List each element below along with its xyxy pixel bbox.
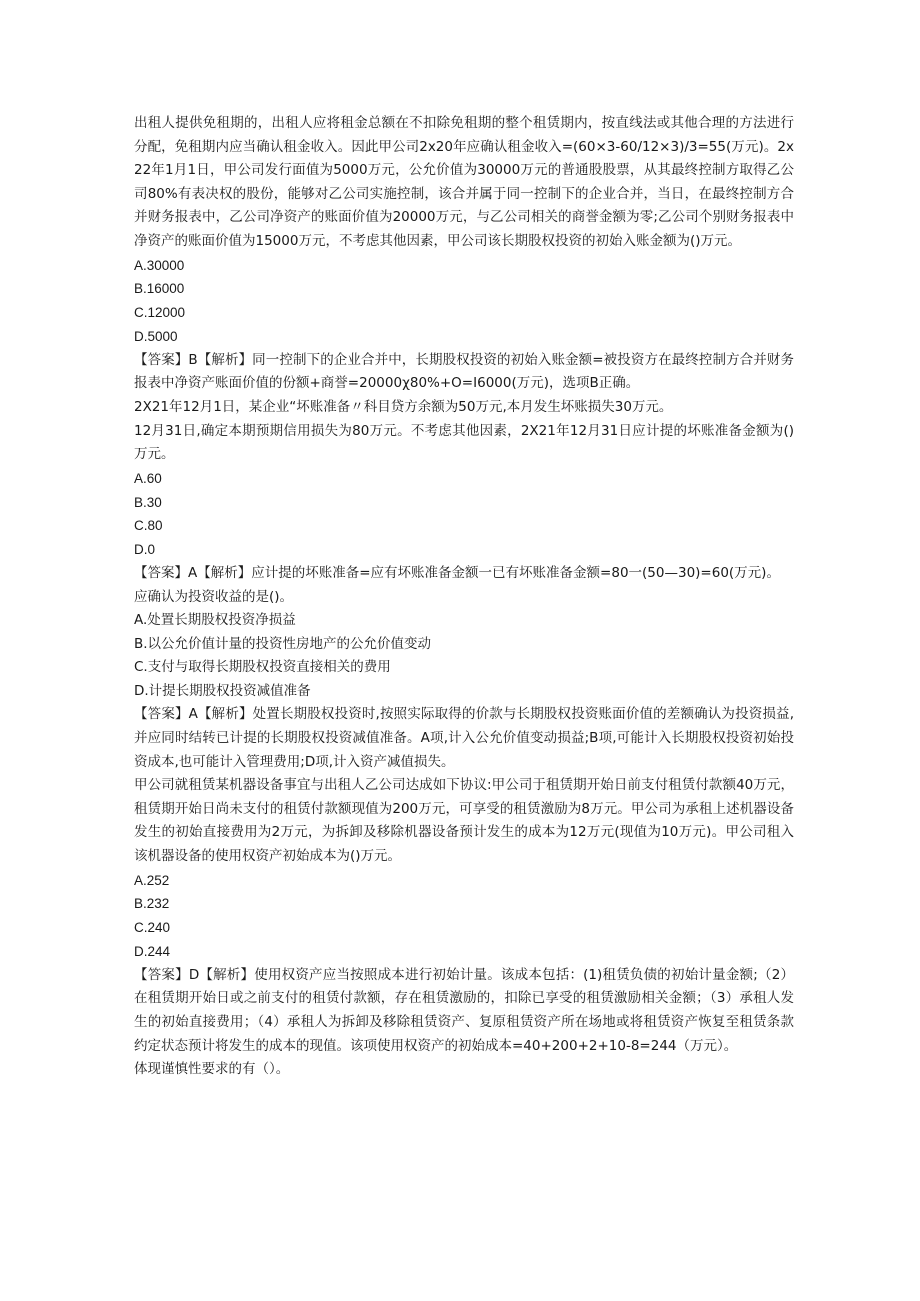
option-item: D.5000 xyxy=(134,328,178,344)
paragraph: 出租人提供免租期的，出租人应将租金总额在不扣除免租期的整个租赁期内，按直线法或其他合理的方法进行分配，免租期内应当确认租金收入。因此甲公司2x20年应确认租金收入=(60×3-60/12×3)/3=55(万元)。2x22年1月1日，甲公司发行面值为5000万元，公允价值为30000万元的普通股股票，从其最终控制方取得乙公司80%有表决权的股份，能够对乙公司实施控制，该合并属于同一控制下的企业合并，当日，在最终控制方合并财务报表中，乙公司净资产的账面价值为20000万元，与乙公司相关的商誉金额为零;乙公司个别财务报表中净资产的账面价值为15000万元，不考虑其他因素，甲公司该长期股权投资的初始入账金额为()万元。 xyxy=(134,115,794,249)
document-page xyxy=(134,112,794,1082)
option-item: B.232 xyxy=(134,896,170,912)
option-item: B.30 xyxy=(134,494,162,510)
question-paragraph: 应确认为投资收益的是()。 xyxy=(134,588,294,605)
option-item: D.244 xyxy=(134,944,171,960)
paragraph: 2X21年12月1日，某企业“坏账准备〃科目贷方余额为50万元,本月发生坏账损失30万元。 xyxy=(134,398,673,415)
option-item: A.60 xyxy=(134,470,162,486)
option-item: A.处置长期股权投资净损益 xyxy=(134,612,296,629)
answer-paragraph: 【答案】A【解析】处置长期股权投资时,按照实际取得的价款与长期股权投资账面价值的差额确认为投资损益,并应同时结转已计提的长期股权投资减值准备。A项,计入公允价值变动损益;B项,可能计入长期股权投资初始投资成本,也可能计入管理费用;D项,计入资产减值损失。 xyxy=(134,706,794,770)
option-item: C.支付与取得长期股权投资直接相关的费用 xyxy=(134,659,391,676)
question-paragraph: 体现谨慎性要求的有（）。 xyxy=(134,1061,290,1078)
option-item: B.16000 xyxy=(134,281,185,297)
option-item: D.计提长期股权投资减值准备 xyxy=(134,682,311,699)
option-item: A.252 xyxy=(134,872,170,888)
answer-paragraph: 【答案】B【解析】同一控制下的企业合并中，长期股权投资的初始入账金额=被投资方在最终控制方合并财务报表中净资产账面价值的份额+商誉=20000χ80%+O=I6000(万元)，选项B正确。 xyxy=(134,351,794,392)
option-item: C.240 xyxy=(134,920,171,936)
paragraph: 12月31日,确定本期预期信用损失为80万元。不考虑其他因素，2X21年12月31日应计提的坏账准备金额为()万元。 xyxy=(134,422,794,463)
option-item: C.12000 xyxy=(134,305,186,321)
answer-paragraph: 【答案】D【解析】使用权资产应当按照成本进行初始计量。该成本包括：(1)租赁负债的初始计量金额;（2）在租赁期开始日或之前支付的租赁付款额，存在租赁激励的，扣除已享受的租赁激励相关金额；（3）承租人发生的初始直接费用；（4）承租人为拆卸及移除租赁资产、复原租赁资产所在场地或将租赁资产恢复至租赁条款约定状态预计将发生的成本的现值。该项使用权资产的初始成本=40+200+2+10-8=244（万元）。 xyxy=(134,966,794,1054)
option-item: D.0 xyxy=(134,542,156,558)
question-paragraph: 甲公司就租赁某机器设备事宜与出租人乙公司达成如下协议:甲公司于租赁期开始日前支付租赁付款额40万元，租赁期开始日尚未支付的租赁付款额现值为200万元，可享受的租赁激励为8万元。甲公司为承租上述机器设备发生的初始直接费用为2万元，为拆卸及移除机器设备预计发生的成本为12万元(现值为10万元)。甲公司租入该机器设备的使用权资产初始成本为()万元。 xyxy=(134,777,794,865)
option-item: B.以公允价值计量的投资性房地产的公允价值变动 xyxy=(134,635,432,652)
option-item: A.30000 xyxy=(134,257,185,273)
option-item: C.80 xyxy=(134,518,163,534)
answer-paragraph: 【答案】A【解析】应计提的坏账准备=应有坏账准备金额一已有坏账准备金额=80一(50—30)=60(万元)。 xyxy=(134,564,780,581)
